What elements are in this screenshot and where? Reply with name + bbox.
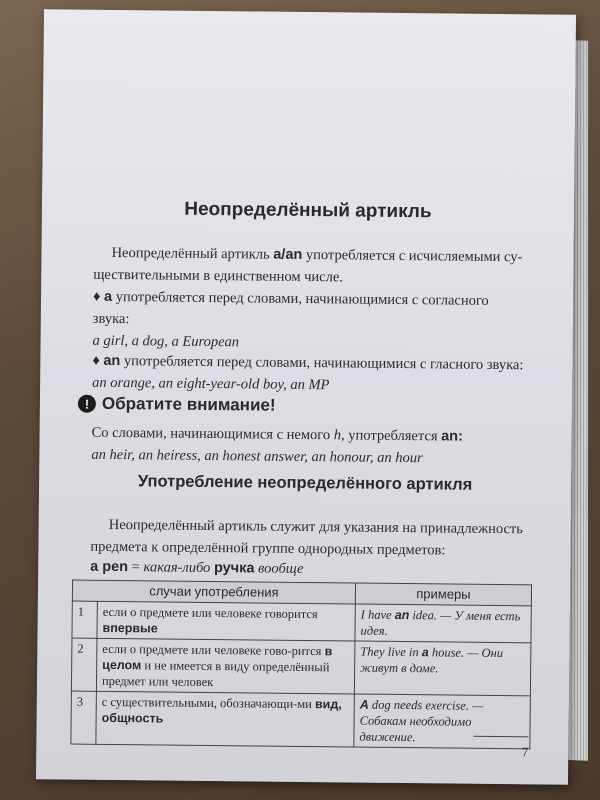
table-row: 2 если о предмете или человеке гово-рится в целом и не имеется в виду определённый предмет или человек They live in a house. — Они живут в доме. bbox=[71, 638, 531, 696]
intro-paragraph: Неопределённый артикль a/an употребляется с исчисляемыми су- ществительными в единственном числе. bbox=[93, 244, 523, 286]
section-subtitle: Употребление неопределённого артикля bbox=[137, 472, 473, 494]
exclamation-icon: ! bbox=[78, 395, 96, 413]
rule-an-examples: an orange, an eight-year-old boy, an MP bbox=[92, 374, 330, 394]
rule-an: ♦ an употребляется перед словами, начинающимися с гласного звука: an orange, an eight-year-old boy, an MP bbox=[92, 352, 524, 394]
bullet-icon: ♦ bbox=[92, 288, 101, 305]
page-number: 7 bbox=[521, 744, 529, 760]
usage-paragraph: Неопределённый артикль служит для указания на принадлежность предмета к определённой группе однородных предметов: bbox=[90, 516, 523, 559]
note-examples: an heir, an heiress, an honest answer, an honour, an hour bbox=[91, 446, 423, 467]
table-header-examples: примеры bbox=[355, 583, 531, 606]
rule-a-examples: a girl, a dog, a European bbox=[92, 332, 240, 351]
bullet-icon: ♦ bbox=[92, 352, 100, 369]
usage-table bbox=[70, 580, 532, 750]
page-title: Неопределённый артикль bbox=[184, 198, 432, 223]
table-header-cases: случаи употребления bbox=[72, 580, 355, 604]
note-paragraph: Со словами, начинающимися с немого h, употребляется an: an heir, an heiress, an honest answer, an honour, an hour bbox=[91, 424, 463, 467]
table-row: 3 с существительными, обозначающи-ми вид, общность A dog needs exercise. — Собакам необходимо движение. bbox=[71, 691, 531, 749]
table-row: 1 если о предмете или человеке говорится впервые I have an idea. — У меня есть идея. bbox=[72, 601, 531, 643]
rule-a: ♦ a употребляется перед словами, начинающимися с согласного звука: a girl, a dog, a European bbox=[92, 288, 489, 351]
usage-example: a pen = какая-либо ручка вообще bbox=[90, 558, 304, 577]
book-page bbox=[36, 9, 576, 785]
note-heading: ! Обратите внимание! bbox=[78, 394, 276, 416]
article-a-an: a/an bbox=[273, 246, 303, 263]
